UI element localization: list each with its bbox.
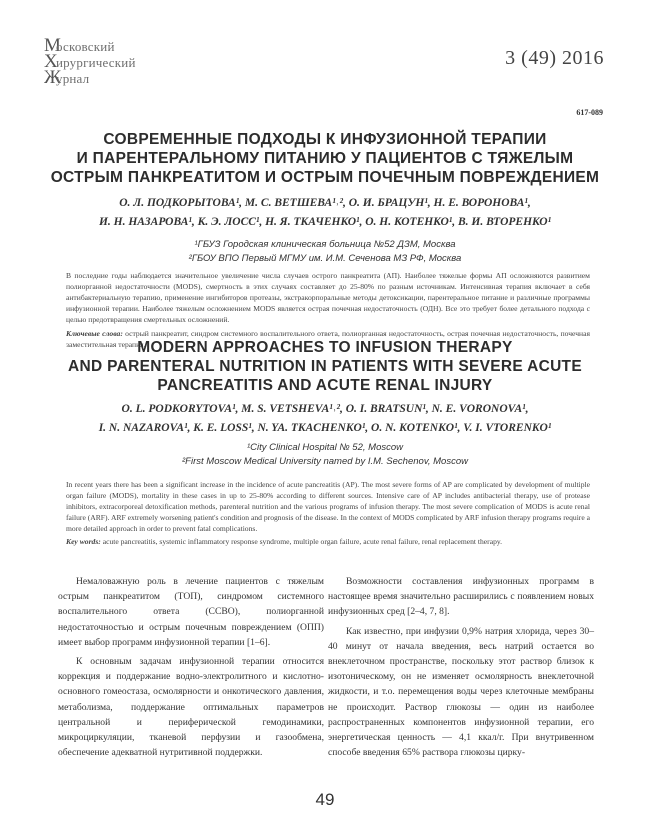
affiliation-en-1: ¹City Clinical Hospital № 52, Moscow	[247, 442, 403, 453]
title-en-line: AND PARENTERAL NUTRITION IN PATIENTS WITH SEVERE ACUTE	[68, 358, 582, 375]
logo-rest-3: урнал	[56, 71, 90, 86]
logo-rest-1: осковский	[56, 39, 115, 54]
issue-number: 3 (49) 2016	[505, 47, 604, 69]
keywords-en-label: Key words:	[66, 537, 101, 546]
body-paragraph: Как известно, при инфузии 0,9% натрия хлорида, через 30–40 минут от начала введения, весь натрий остается во внеклеточном пространстве, поскольку этот раствор близок к изотоническому, он не изменяет осмолярность внеклеточной жидкости, и т.о. перемещения воды через клеточные мембраны не происходит. Раствор глюкозы — один из наиболее распространенных компонентов инфузионной терапии, его энергетическая ценность — 4,1 ккал/г. При внутривенном способе введения 65% раствора глюкозы цирку-	[328, 625, 594, 759]
authors-ru-line: И. Н. НАЗАРОВА¹, К. Э. ЛОСС¹, Н. Я. ТКАЧЕНКО¹, О. Н. КОТЕНКО¹, В. И. ВТОРЕНКО¹	[98, 216, 552, 228]
affiliation-en-2: ²First Moscow Medical University named by I.M. Sechenov, Moscow	[182, 456, 468, 467]
logo-line-3	[44, 67, 136, 88]
udc-code: 617-089	[576, 108, 603, 117]
logo-rest-2: ирургический	[56, 55, 136, 70]
body-column-right	[328, 574, 594, 764]
title-en-line: PANCREATITIS AND ACUTE RENAL INJURY	[157, 377, 493, 394]
authors-russian	[40, 194, 610, 232]
body-column-left	[58, 574, 324, 764]
journal-logo	[44, 35, 136, 88]
abstract-english: In recent years there has been a significant increase in the incidence of acute pancreatitis (AP). The most severe forms of AP are complicated by development of multiple organ failure (MODS), mortality in these cases in up to 25-80% according to different sources. Intensive care of AP includes antibacterial therapy, use of protease inhibitors, extracorporeal detoxification methods, parenteral nutrition and the various programs of infusion therapy. The most severe complication of MODS is acute renal failure (ARF). ARF extremely worsening patient's condition and prognosis of the disease. In the context of MODS complicated by ARF infusion therapy programs require a more detailed approach in order to prevent fatal complications.	[66, 480, 590, 533]
logo-cap-2: Х	[44, 51, 58, 72]
title-en-line: MODERN APPROACHES TO INFUSION THERAPY	[137, 339, 513, 356]
keywords-ru-label: Ключевые слова:	[66, 329, 123, 338]
affiliation-ru-1: ¹ГБУЗ Городская клиническая больница №52 ДЗМ, Москва	[194, 239, 456, 250]
affiliation-ru-2: ²ГБОУ ВПО Первый МГМУ им. И.М. Сеченова МЗ РФ, Москва	[188, 253, 462, 264]
keywords-ru-text: острый панкреатит, синдром системного воспалительного ответа, полиорганная недостаточность, острая почечная недостаточность, почечная заместительная терапия.	[66, 329, 590, 349]
authors-en-line: I. N. NAZAROVA¹, K. E. LOSS¹, N. YA. TKACHENKO¹, O. N. KOTENKO¹, V. I. VTORENKO¹	[98, 422, 552, 434]
authors-ru-line: О. Л. ПОДКОРЫТОВА¹, М. С. ВЕТШЕВА¹˒², О. И. БРАЦУН¹, Н. Е. ВОРОНОВА¹,	[119, 197, 531, 209]
affiliations-russian	[40, 238, 610, 266]
page-number: 49	[315, 790, 335, 809]
title-english	[40, 338, 610, 395]
authors-english	[40, 400, 610, 438]
title-russian	[40, 130, 610, 187]
title-ru-line: СОВРЕМЕННЫЕ ПОДХОДЫ К ИНФУЗИОННОЙ ТЕРАПИИ	[103, 131, 547, 148]
title-ru-line: И ПАРЕНТЕРАЛЬНОМУ ПИТАНИЮ У ПАЦИЕНТОВ С ТЯЖЕЛЫМ	[76, 150, 574, 167]
body-paragraph: Немаловажную роль в лечение пациентов с тяжелым острым панкреатитом (ТОП), синдромом системного воспалительного ответа (ССВО), полиорганной недостаточностью и острым почечным повреждением (ОПП) имеет выбор программ инфузионной терапии [1–6].	[58, 576, 324, 648]
body-paragraph: Возможности составления инфузионных программ в настоящее время значительно расширились с появлением новых инфузионных сред [2–4, 7, 8].	[328, 576, 594, 618]
keywords-en-text: acute pancreatitis, systemic inflammatory response syndrome, multiple organ failure, acute renal failure, renal replacement therapy.	[102, 537, 503, 546]
logo-cap-3: Ж	[44, 67, 62, 88]
abstract-russian: В последние годы наблюдается значительное увеличение числа случаев острого панкреатита (АП). Наиболее тяжелые формы АП осложняются развитием полиорганной недостаточности (MODS), смертность в этих случаях составляет до 25-80% по разным источникам. Интенсивная терапия включает в себя антибактериальную терапию, применение ингибиторов протеазы, экстракорпоральные методы детоксикации, парентеральное питание и различные программы инфузионной терапии. Наиболее тяжелым осложнением MODS является острая почечная недостаточность (ОДН). Все это требует более детального подхода с целью предотвращения смертельных осложнений.	[66, 271, 590, 324]
keywords-english	[66, 536, 590, 547]
title-ru-line: ОСТРЫМ ПАНКРЕАТИТОМ И ОСТРЫМ ПОЧЕЧНЫМ ПОВРЕЖДЕНИЕМ	[50, 169, 600, 186]
logo-cap-1: М	[44, 35, 61, 56]
affiliations-english	[40, 441, 610, 469]
body-paragraph: К основным задачам инфузионной терапии относится коррекция и поддержание водно-электролитного и кислотно-основного гомеостаза, осмолярности и онкотического давления, метаболизма, поддержание оптимальных параметров центральной и периферической гемодинамики, микроциркуляции, тканевой перфузии и газообмена, обеспечение адекватной нутритивной поддержки.	[58, 656, 324, 759]
authors-en-line: O. L. PODKORYTOVA¹, M. S. VETSHEVA¹˒², O. I. BRATSUN¹, N. E. VORONOVA¹,	[121, 403, 529, 415]
